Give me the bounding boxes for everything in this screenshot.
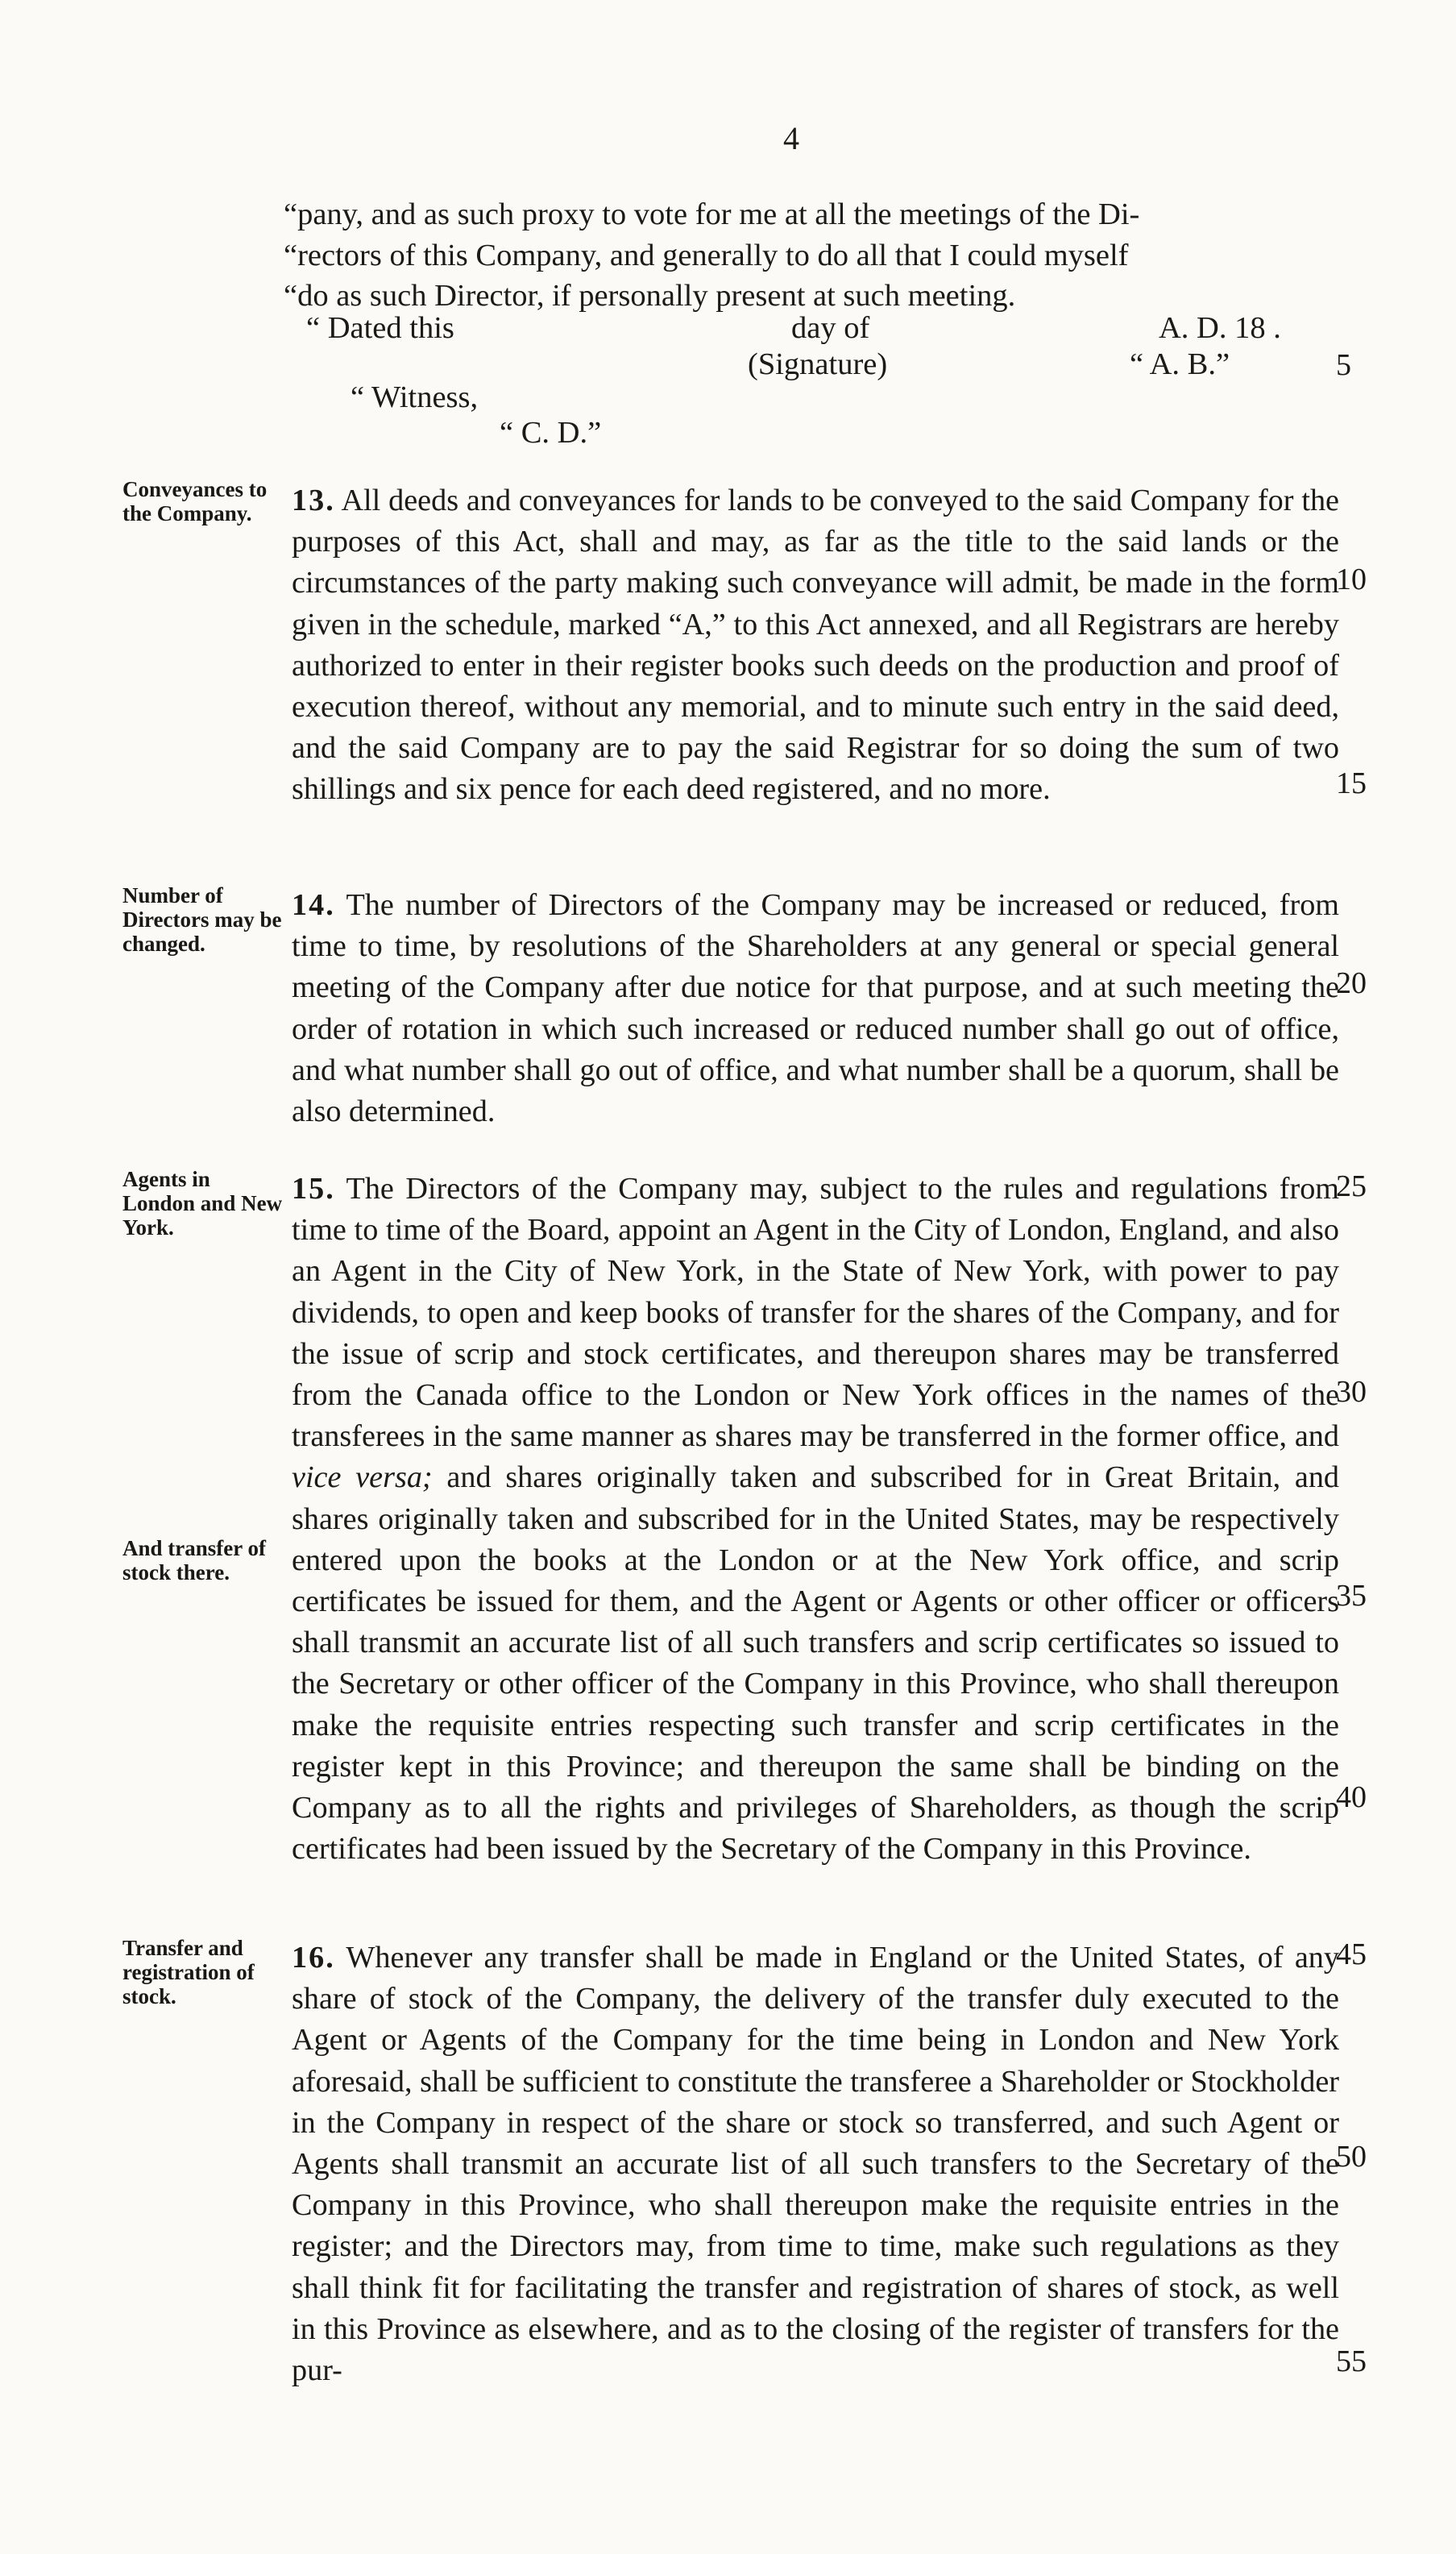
margin-note-agents: Agents in London and New York. [122,1167,283,1240]
signer-name: “ A. B.” [1130,347,1230,381]
signature-label: (Signature) [748,347,888,381]
section-15-number: 15. [292,1172,335,1206]
section-14-text [292,885,1339,1132]
section-15-body-a: The Directors of the Company may, subject to the rules and regulations from time to time of the Board, appoint an Agent in the City of London, England, and also an Agent in the City of New York, in the State of New York, with power to pay dividends, to open and keep books of transfer for the shares of the Company, and for the issue of scrip and stock certificates, and thereupon shares may be transferred from the Canada office to the London or New York offices in the names of the transferees in the same manner as shares may be transferred in the former office, and [292,1172,1339,1454]
form-line-2: “rectors of this Company, and generally to do all that I could myself [284,239,1129,272]
witness-label: “ Witness, [351,380,479,414]
witness-name: “ C. D.” [500,416,602,450]
section-13-text [292,480,1339,811]
section-13-body: All deeds and conveyances for lands to be conveyed to the said Company for the purposes of this Act, shall and may, as far as the title to the said lands or the circumstances of the party making such conveyance will admit, be made in the form given in the schedule, marked “A,” to this Act annexed, and all Registrars are hereby authorized to enter in their register books such deeds on the production and proof of execution thereof, without any memorial, and to minute such entry in the said deed, and the said Company are to pay the said Registrar for so doing the sum of two shillings and six pence for each deed registered, and no more. [292,484,1339,807]
day-of-label: day of [791,311,870,345]
margin-note-directors-number: Number of Directors may be changed. [122,883,282,956]
ad-year-label: A. D. 18 . [1159,311,1281,345]
line-number-35: 35 [1336,1579,1367,1613]
section-14-body: The number of Directors of the Company may be increased or reduced, from time to time, by resolutions of the Shareholders at any general or special general meeting of the Company after due notice for that purpose, and at such meeting the order of rotation in which such increased or reduced number shall go out of office, and what number shall go out of office, and what number shall be a quorum, shall be also determined. [292,888,1339,1129]
line-number-40: 40 [1336,1780,1367,1814]
line-number-15: 15 [1336,766,1367,800]
dated-label: “ Dated this [306,311,454,345]
line-number-30: 30 [1336,1375,1367,1409]
margin-note-conveyances: Conveyances to the Company. [122,477,268,525]
form-line-3: “do as such Director, if personally present at such meeting. [284,279,1016,313]
line-number-10: 10 [1336,563,1367,596]
line-number-25: 25 [1336,1169,1367,1203]
section-14-number: 14. [292,888,335,922]
page-number: 4 [783,120,799,156]
section-16-number: 16. [292,1941,335,1975]
section-13-number: 13. [292,484,335,517]
section-15-italic: vice versa; [292,1460,433,1495]
line-number-45: 45 [1336,1937,1367,1971]
line-number-5: 5 [1336,348,1351,382]
margin-note-registration: Transfer and registration of stock. [122,1936,255,2008]
line-number-20: 20 [1336,966,1367,1000]
section-16-text [292,1937,1339,2391]
section-15-text [292,1169,1339,1870]
section-16-body: Whenever any transfer shall be made in England or the United States, of any share of stock of the Company, the delivery of the transfer duly executed to the Agent or Agents of the Company for the time being in London and New York aforesaid, shall be sufficient to constitute the transferee a Shareholder or Stockholder in the Company in respect of the share or stock so transferred, and such Agent or Agents shall transmit an accurate list of all such transfers to the Secretary of the Company in this Province, who shall thereupon make the requisite entries in the register; and the Directors may, from time to time, make such regulations as they shall think fit for facilitating the transfer and registration of shares of stock, as well in this Province as elsewhere, and as to the closing of the register of transfers for the pur- [292,1941,1339,2388]
form-line-1: “pany, and as such proxy to vote for me at all the meetings of the Di- [284,197,1140,231]
line-number-50: 50 [1336,2140,1367,2174]
margin-note-transfer-there: And transfer of stock there. [122,1536,266,1584]
section-15-body-b: and shares originally taken and subscribed for in Great Britain, and shares originally taken and subscribed for in the United States, may be respectively entered upon the books at the London or at the New York office, and scrip certificates be issued for them, and the Agent or Agents or other officer or officers shall transmit an accurate list of all such transfers and scrip certificates so issued to the Secretary or other officer of the Company in this Province, who shall thereupon make the requisite entries respecting such transfer and scrip certificates in the register kept in this Province; and thereupon the same shall be binding on the Company as to all the rights and privileges of Shareholders, as though the scrip certificates had been issued by the Secretary of the Company in this Province. [292,1460,1340,1867]
line-number-55: 55 [1336,2344,1367,2378]
